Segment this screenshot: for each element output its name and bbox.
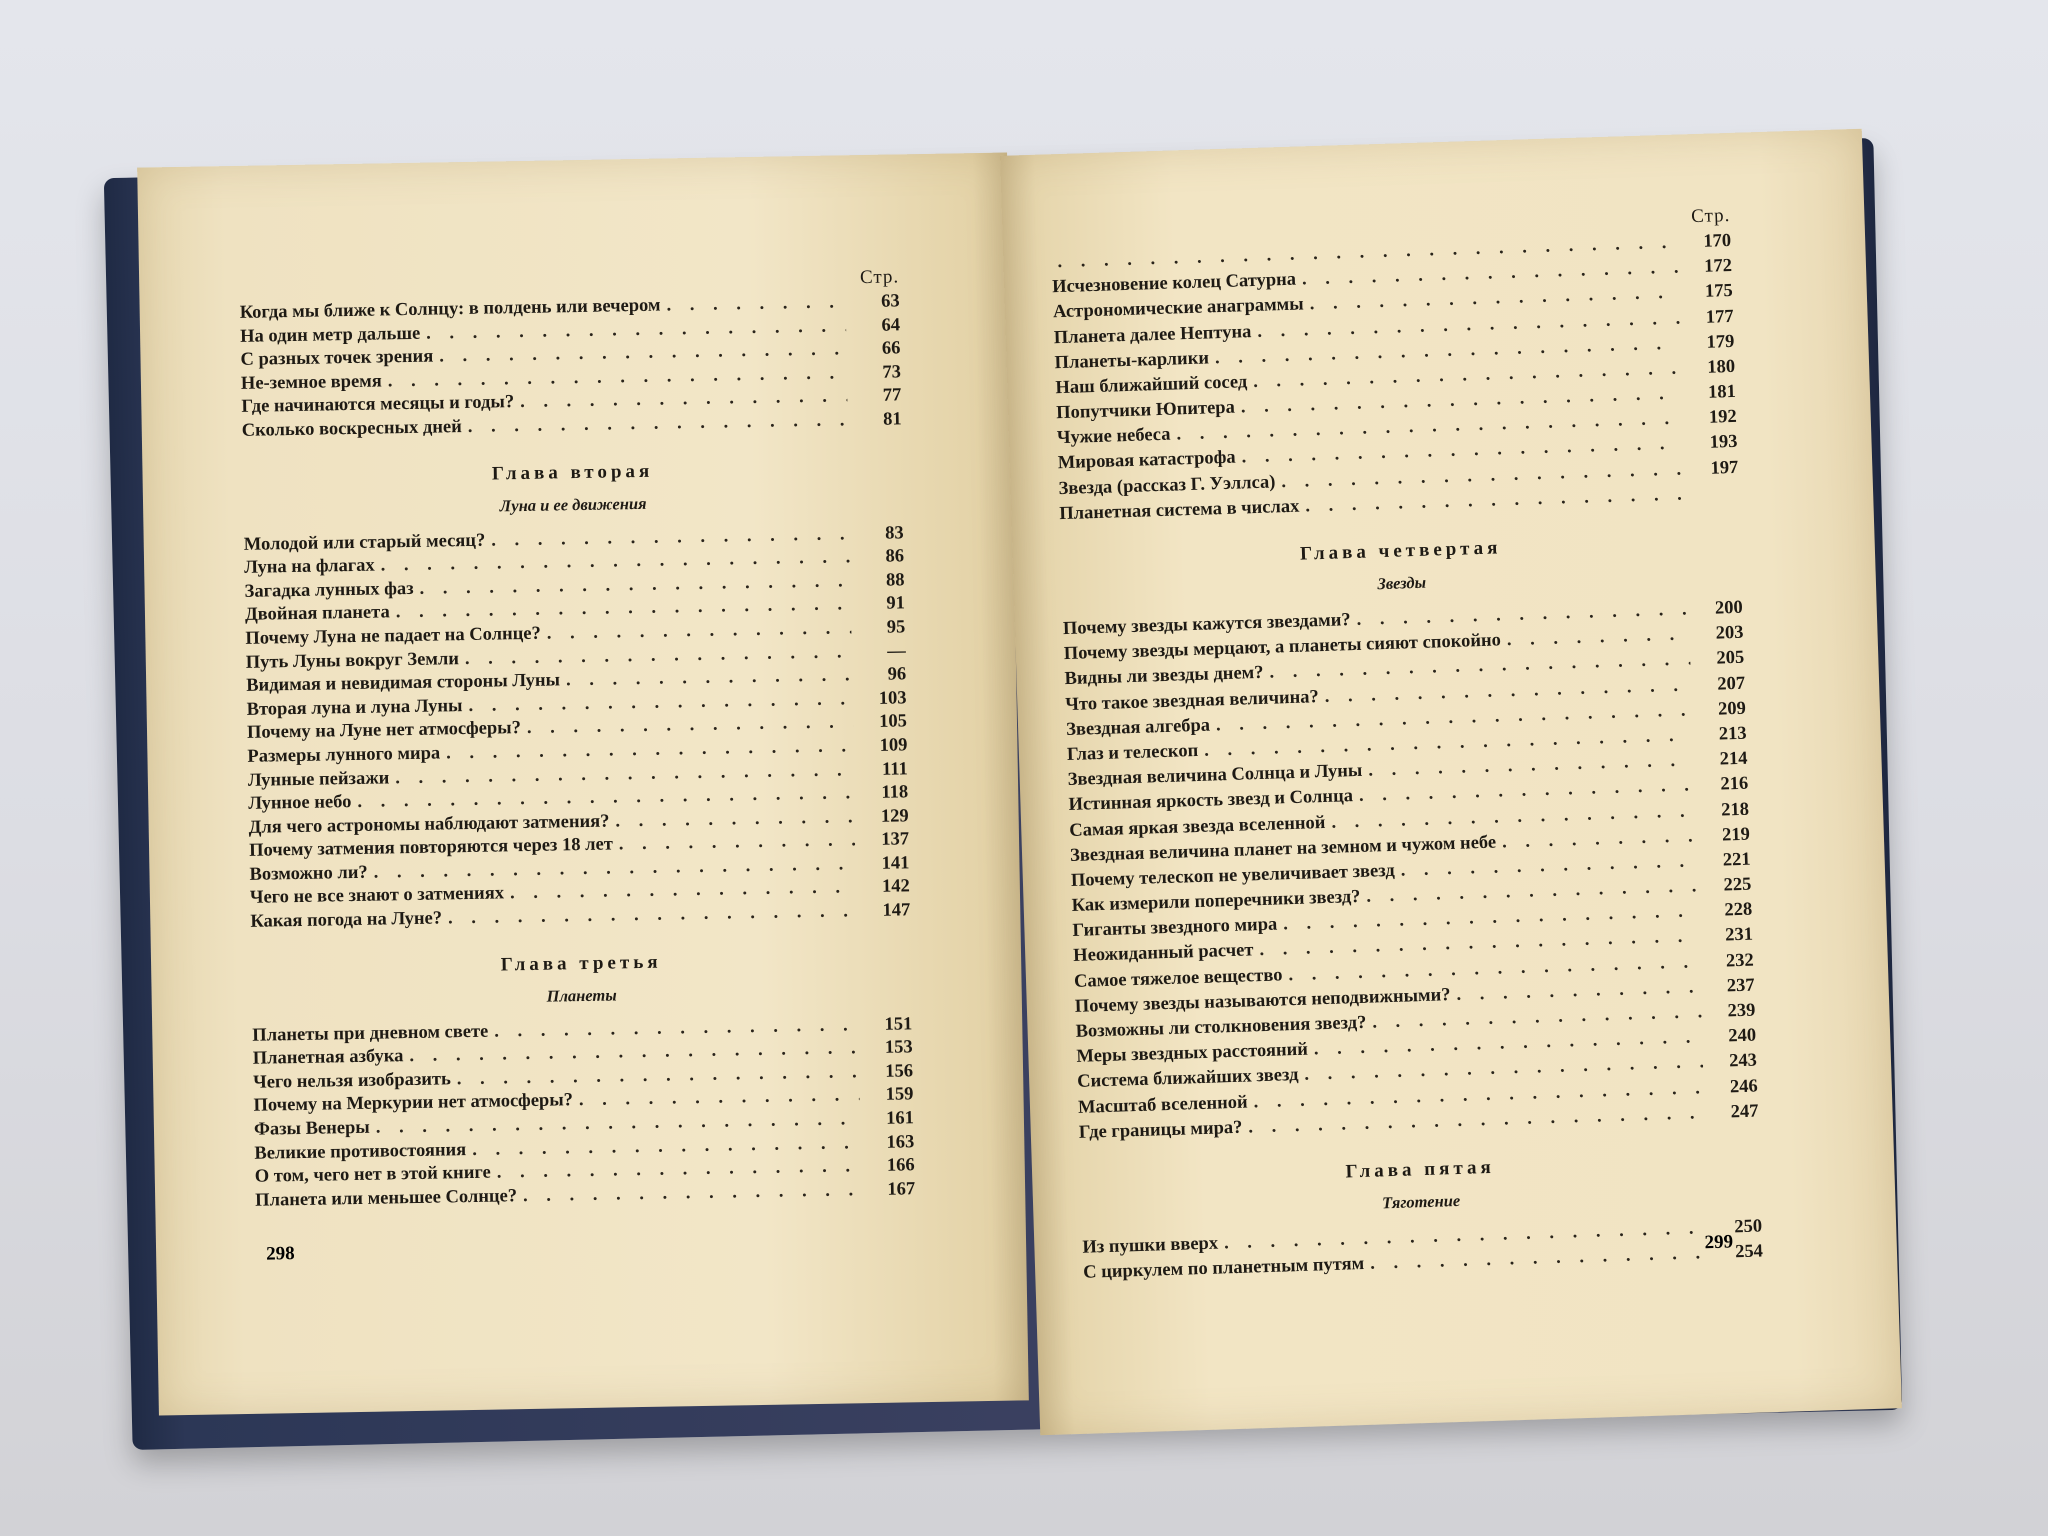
toc-entry-title: Как измерили поперечники звезд?	[1071, 887, 1361, 917]
toc-entry-title: Самая яркая звезда вселенной	[1069, 812, 1326, 841]
toc-entry-title: Гиганты звездного мира	[1072, 914, 1278, 942]
toc-entry-page: 151	[884, 1013, 913, 1035]
toc-entry-title: Вторая луна и луна Луны	[246, 695, 463, 720]
toc-entry-title: Какая погода на Луне?	[250, 908, 443, 932]
toc-entry-title: Планетная система в числах	[1059, 496, 1300, 525]
toc-entry-page: 219	[1721, 824, 1751, 846]
toc-entry-page: —	[887, 640, 906, 662]
toc-entry-page: 170	[1703, 230, 1732, 252]
toc-entry-title: О том, чего нет в этой книге	[254, 1162, 491, 1188]
toc-entry-page: 205	[1716, 648, 1745, 670]
toc-entry-page: 163	[886, 1131, 915, 1153]
toc-entry-title: Почему звезды кажутся звездами?	[1062, 610, 1351, 640]
toc-entry-title: Звездная алгебра	[1065, 715, 1211, 740]
toc-entry-title: Неожиданный расчет	[1072, 940, 1254, 967]
toc-entry-page: 218	[1720, 799, 1750, 821]
toc-entry-page: 81	[883, 409, 902, 430]
toc-entry-page: 161	[885, 1108, 915, 1129]
toc-entry-page: 77	[882, 385, 902, 407]
chapter-heading: Глава пятая	[1345, 1156, 1496, 1183]
toc-entry-title: Почему Луна не падает на Солнце?	[245, 623, 541, 649]
toc-entry-page: 83	[884, 522, 904, 544]
toc-entry-page: 103	[878, 688, 907, 709]
toc-entry-page: 240	[1728, 1025, 1757, 1047]
toc-entry-page: 193	[1709, 432, 1738, 454]
chapter-heading: Глава четвертая	[1299, 537, 1502, 565]
toc-entry-title: Чужие небеса	[1056, 424, 1171, 449]
toc-entry-page: 228	[1724, 899, 1753, 921]
toc-entry-page: 147	[882, 900, 911, 921]
toc-entry-title: На один метр дальше	[239, 323, 421, 347]
toc-entry-page: 254	[1734, 1241, 1764, 1263]
chapter-heading: Глава третья	[500, 951, 662, 976]
left-page	[137, 153, 1029, 1416]
toc-entry-title: Великие противостояния	[254, 1139, 467, 1164]
toc-entry-title: Возможно ли?	[249, 862, 368, 885]
toc-entry-title: Лунные пейзажи	[247, 767, 390, 791]
toc-entry-page: 91	[886, 593, 906, 615]
toc-entry-title: Фазы Венеры	[253, 1117, 370, 1140]
toc-entry-page: 221	[1722, 849, 1751, 871]
toc-entry-title: Меры звездных расстояний	[1076, 1039, 1309, 1068]
toc-entry-title: Возможны ли столкновения звезд?	[1075, 1012, 1367, 1042]
toc-entry-page	[1691, 506, 1739, 508]
chapter-subtitle: Планеты	[546, 985, 617, 1006]
toc-entry-title: Наш ближайший сосед	[1055, 372, 1248, 399]
toc-entry-title: Путь Луны вокруг Земли	[245, 648, 460, 673]
toc-entry-title: Почему затмения повторяются через 18 лет	[248, 834, 614, 862]
toc-entry-title: Из пушки вверх	[1082, 1233, 1219, 1258]
toc-entry-page: 203	[1715, 622, 1744, 644]
dot-leader	[666, 291, 845, 318]
toc-entry-title: Где начинаются месяцы и годы?	[241, 392, 515, 418]
toc-entry-title: Масштаб вселенной	[1077, 1092, 1248, 1118]
toc-entry-page: 118	[881, 782, 909, 803]
toc-entry-page: 86	[885, 546, 905, 567]
toc-list	[1063, 596, 1759, 1146]
chapter-heading: Глава вторая	[491, 460, 654, 485]
toc-entry-title: Чего не все знают о затмениях	[249, 883, 505, 909]
toc-list	[1051, 229, 1739, 527]
toc-entry-page: 64	[881, 314, 901, 336]
toc-entry-title: Самое тяжелое вещество	[1073, 965, 1283, 992]
toc-entry-page: 225	[1723, 874, 1752, 896]
toc-entry-title: Планета далее Нептуна	[1053, 321, 1252, 348]
toc-entry-page: 96	[887, 664, 907, 685]
toc-entry-page: 247	[1730, 1101, 1759, 1123]
toc-entry-page: 153	[884, 1037, 913, 1059]
toc-entry-title: Планеты при дневном свете	[252, 1021, 489, 1046]
toc-entry-page: 237	[1726, 975, 1755, 997]
toc-entry-page: 239	[1727, 1000, 1756, 1022]
toc-entry-page: 66	[881, 338, 901, 359]
page-number: 299	[1704, 1231, 1734, 1254]
toc-entry-title: Истинная яркость звезд и Солнца	[1068, 786, 1354, 816]
toc-entry-title: Звезда (рассказ Г. Уэллса)	[1058, 472, 1276, 499]
toc-entry-title: Почему телескоп не увеличивает звезд	[1070, 860, 1395, 891]
toc-entry-title: Размеры лунного мира	[247, 743, 441, 767]
toc-entry-page: 232	[1725, 950, 1755, 972]
toc-entry-title: Звездная величина планет на земном и чужом небе	[1069, 832, 1497, 866]
toc-entry-page: 197	[1710, 457, 1739, 479]
toc-entry-page: 137	[881, 829, 910, 851]
toc-entry-title: Звездная величина Солнца и Луны	[1067, 760, 1363, 791]
toc-entry-page: 105	[879, 711, 908, 733]
toc-entry-title: Двойная планета	[244, 602, 390, 626]
toc-entry-title: Планетная азбука	[252, 1046, 404, 1070]
toc-entry-title: Исчезновение колец Сатурна	[1051, 269, 1297, 298]
toc-entry-page: 213	[1718, 723, 1747, 745]
toc-entry-title: Для чего астрономы наблюдают затмения?	[248, 811, 610, 838]
toc-entry-title: Где границы мира?	[1078, 1117, 1243, 1143]
toc-entry-title: Сколько воскресных дней	[241, 417, 462, 441]
toc-entry-page: 63	[880, 291, 900, 312]
toc-list	[240, 290, 902, 443]
toc-entry-page: 246	[1729, 1076, 1759, 1097]
toc-list	[252, 1013, 915, 1213]
left-toc	[239, 264, 915, 1213]
toc-entry-page: 109	[879, 735, 908, 756]
toc-entry-page: 175	[1704, 281, 1734, 303]
toc-entry-title: Что такое звездная величина?	[1065, 686, 1320, 715]
toc-entry-title: С разных точек зрения	[240, 346, 434, 371]
toc-entry-page: 129	[880, 806, 909, 827]
toc-entry-page: 181	[1707, 381, 1737, 403]
toc-entry-page: 141	[881, 853, 910, 874]
toc-entry-page: 231	[1724, 925, 1754, 946]
toc-entry-title: Когда мы ближе к Солнцу: в полдень или вечером	[239, 295, 661, 323]
toc-entry-page: 200	[1714, 597, 1743, 619]
toc-entry-title: Планета или меньшее Солнце?	[255, 1186, 518, 1211]
chapter-subtitle: Луна и ее движения	[499, 493, 647, 515]
toc-entry-page: 166	[886, 1155, 915, 1176]
toc-entry-page: 95	[886, 617, 906, 638]
chapter-subtitle: Тяготение	[1381, 1190, 1461, 1213]
toc-entry-title: С циркулем по планетным путям	[1082, 1254, 1365, 1283]
toc-entry-page: 172	[1703, 256, 1733, 277]
toc-entry-title: Астрономические анаграммы	[1052, 294, 1305, 323]
toc-entry-page: 243	[1728, 1050, 1758, 1072]
toc-entry-title: Почему на Луне нет атмосферы?	[246, 718, 522, 744]
toc-entry-page: 111	[881, 758, 908, 780]
toc-list	[1082, 1214, 1763, 1286]
toc-entry-title: Почему звезды называются неподвижными?	[1074, 984, 1451, 1017]
toc-entry-page: 216	[1720, 774, 1749, 795]
toc-entry-page: 179	[1706, 331, 1735, 353]
toc-entry-page: 142	[881, 876, 911, 898]
toc-entry-title: Лунное небо	[248, 792, 352, 814]
page-column-label: Стр.	[859, 266, 900, 289]
toc-entry-title: Планеты-карлики	[1054, 348, 1210, 373]
toc-entry-page: 159	[885, 1084, 914, 1106]
toc-entry-page: 209	[1717, 698, 1747, 720]
chapter-subtitle: Звезды	[1377, 572, 1427, 594]
toc-entry-title: Система ближайших звезд	[1076, 1065, 1299, 1093]
toc-entry-title: Глаз и телескоп	[1066, 740, 1199, 766]
toc-entry-page: 192	[1708, 407, 1737, 429]
toc-entry-title: Видны ли звезды днем?	[1064, 663, 1264, 690]
toc-entry-title: Луна на флагах	[244, 555, 375, 579]
toc-entry-title: Не-земное время	[240, 371, 382, 394]
toc-entry-title: Видимая и невидимая стороны Луны	[246, 670, 561, 696]
toc-entry-page: 88	[885, 570, 905, 591]
toc-entry-page: 214	[1719, 748, 1748, 770]
toc-entry-page: 250	[1734, 1216, 1763, 1238]
toc-entry-title: Почему на Меркурии нет атмосферы?	[253, 1090, 574, 1117]
toc-entry-title: Чего нельзя изобразить	[252, 1069, 452, 1093]
page-number: 298	[265, 1243, 295, 1265]
page-column-label: Стр.	[1690, 204, 1731, 228]
toc-entry-title: Загадка лунных фаз	[244, 578, 414, 602]
right-page	[1000, 129, 1902, 1435]
right-toc	[1050, 203, 1763, 1286]
toc-entry-page: 156	[885, 1061, 914, 1082]
toc-entry-page: 177	[1705, 306, 1734, 328]
toc-entry-page: 167	[887, 1179, 916, 1200]
toc-entry-page: 180	[1707, 356, 1736, 378]
toc-list	[244, 522, 911, 935]
toc-entry-title: Почему звезды мерцают, а планеты сияют спокойно	[1063, 630, 1502, 665]
toc-entry-page: 73	[882, 362, 902, 383]
toc-entry-title: Мировая катастрофа	[1057, 448, 1236, 474]
toc-entry-title: Попутчики Юпитера	[1055, 397, 1236, 424]
dot-leader	[523, 1179, 862, 1208]
toc-entry-page: 207	[1716, 673, 1746, 695]
toc-entry-title: Молодой или старый месяц?	[243, 530, 486, 555]
